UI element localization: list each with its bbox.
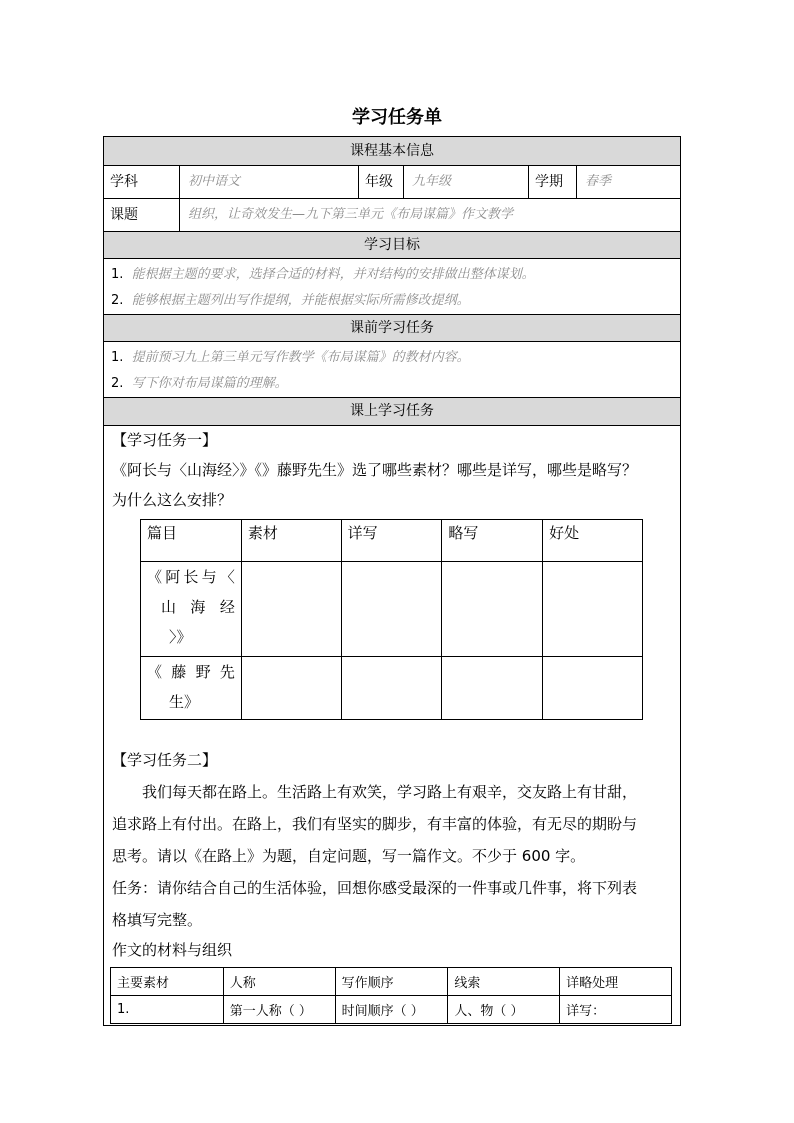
- topic-row: [104, 199, 680, 232]
- article-title-line: 山海经: [161, 598, 235, 616]
- answer-cell[interactable]: [442, 562, 543, 657]
- goal-text: 能根据主题的要求，选择合适的材料，并对结构的安排做出整体谋划。: [131, 267, 535, 282]
- pre-task-text: 写下你对布局谋篇的理解。: [131, 376, 288, 391]
- task1-table-row: [141, 657, 643, 720]
- task1-table: [140, 519, 643, 720]
- material-cell[interactable]: 1.: [111, 996, 224, 1024]
- col-header: 篇目: [141, 520, 242, 562]
- answer-cell[interactable]: [341, 657, 442, 720]
- col-header: 人称: [223, 968, 335, 996]
- article-title-line: 《藤野先: [147, 663, 235, 681]
- basic-info-header: 课程基本信息: [104, 137, 680, 166]
- article-title-cell: [141, 657, 242, 720]
- answer-cell[interactable]: [241, 562, 341, 657]
- answer-cell[interactable]: [341, 562, 442, 657]
- task2-instruction-line: 格填写完整。: [112, 911, 203, 929]
- subject-value: 初中语文: [180, 166, 359, 198]
- goal-number: 1.: [111, 267, 124, 282]
- order-cell[interactable]: 时间顺序（ ）: [335, 996, 448, 1024]
- topic-label: 课题: [104, 199, 180, 231]
- goal-item: [111, 263, 535, 282]
- task2-table-caption: 作文的材料与组织: [112, 941, 233, 959]
- task1-table-row: [141, 562, 643, 657]
- col-header: 详写: [341, 520, 442, 562]
- answer-cell[interactable]: [543, 562, 643, 657]
- subject-label: 学科: [104, 166, 180, 198]
- col-header: 详略处理: [560, 968, 672, 996]
- class-tasks-header: 课上学习任务: [104, 398, 680, 426]
- term-value: 春季: [585, 174, 612, 189]
- answer-cell[interactable]: [241, 657, 341, 720]
- pre-tasks-list: [104, 342, 680, 398]
- col-header: 好处: [543, 520, 643, 562]
- grade-value: 九年级: [404, 166, 529, 198]
- page-title: 学习任务单: [352, 107, 442, 128]
- col-header: 略写: [442, 520, 543, 562]
- article-title-line: 生》: [169, 693, 200, 711]
- task2-table-row: [111, 996, 672, 1024]
- task1-question-line1: 《阿长与〈山海经〉》《》藤野先生》选了哪些素材？哪些是详写，哪些是略写？: [112, 461, 638, 479]
- task2-paragraph-line: 追求路上有付出。在路上，我们有坚实的脚步，有丰富的体验，有无尽的期盼与: [112, 815, 638, 833]
- goal-number: 2.: [111, 293, 124, 308]
- detail-cell[interactable]: 详写：: [560, 996, 672, 1024]
- col-header: 线索: [448, 968, 560, 996]
- task1-table-header-row: [141, 520, 643, 562]
- term-label: 学期: [529, 166, 577, 198]
- col-header: 写作顺序: [335, 968, 448, 996]
- task-sheet-table: [103, 136, 681, 1026]
- article-title-line: 《阿长与〈: [147, 568, 235, 586]
- topic-value: 组织，让奇效发生—九下第三单元《布局谋篇》作文教学: [188, 207, 514, 222]
- pre-tasks-header: 课前学习任务: [104, 315, 680, 342]
- clue-cell[interactable]: 人、物（ ）: [448, 996, 560, 1024]
- person-cell[interactable]: 第一人称（ ）: [223, 996, 335, 1024]
- goals-header: 学习目标: [104, 232, 680, 259]
- task2-instruction-line: 任务：请你结合自己的生活体验，回想你感受最深的一件事或几件事，将下列表: [112, 879, 638, 897]
- task1-question-line2: 为什么这么安排？: [112, 491, 233, 509]
- task2-heading: 【学习任务二】: [112, 751, 218, 769]
- goal-text: 能够根据主题列出写作提纲，并能根据实际所需修改提纲。: [131, 293, 470, 308]
- task1-heading: 【学习任务一】: [112, 431, 218, 449]
- task2-paragraph-line: 我们每天都在路上。生活路上有欢笑，学习路上有艰辛，交友路上有甘甜，: [142, 783, 638, 801]
- pre-task-item: [111, 346, 470, 365]
- answer-cell[interactable]: [543, 657, 643, 720]
- article-title-line: 〉》: [169, 628, 192, 646]
- pre-task-number: 2.: [111, 376, 124, 391]
- col-header: 主要素材: [111, 968, 224, 996]
- task2-table-header-row: [111, 968, 672, 996]
- task2-paragraph-line: 思考。请以《在路上》为题，自定问题，写一篇作文。不少于 600 字。: [112, 847, 586, 865]
- answer-cell[interactable]: [442, 657, 543, 720]
- goal-item: [111, 289, 470, 308]
- pre-task-item: [111, 372, 288, 391]
- basic-info-row: [104, 166, 680, 199]
- article-title-cell: [141, 562, 242, 657]
- pre-task-text: 提前预习九上第三单元写作教学《布局谋篇》的教材内容。: [131, 350, 470, 365]
- col-header: 素材: [241, 520, 341, 562]
- goals-list: [104, 259, 680, 315]
- grade-label: 年级: [359, 166, 404, 198]
- task2-table: [110, 967, 672, 1024]
- pre-task-number: 1.: [111, 350, 124, 365]
